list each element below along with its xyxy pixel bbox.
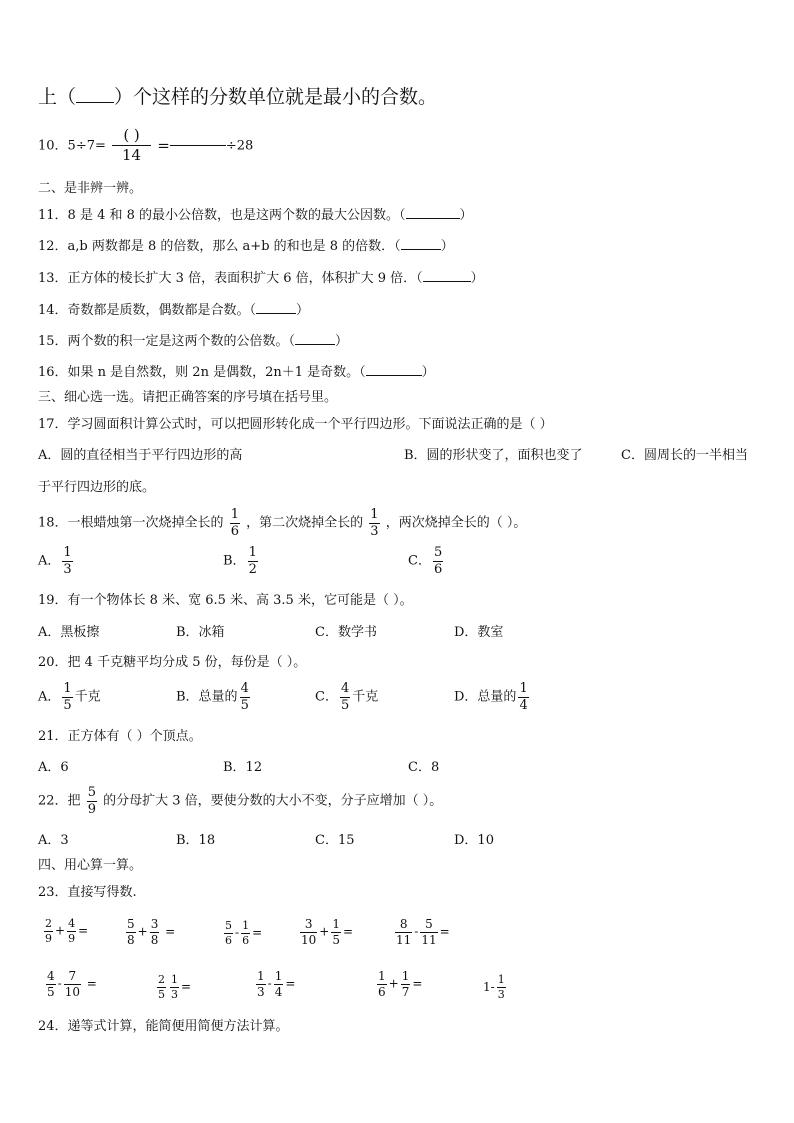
q18-option-a[interactable]: A． $\frac{1}{3}$	[38, 545, 72, 577]
fraction: $\frac{1}{6}$	[230, 507, 239, 539]
fraction: $\frac{5}{8}$	[127, 917, 135, 947]
fraction: $\frac{5}{6}$	[433, 545, 443, 577]
fraction: $\frac{1}{7}$	[401, 969, 410, 999]
fraction: $\frac{4}{5}$	[240, 681, 249, 713]
calc-item[interactable]: $\frac{1}{6}$ + $\frac{1}{7}$ =	[378, 969, 423, 999]
fraction: $\frac{1}{4}$	[519, 681, 528, 713]
q19-option-a[interactable]: A．黑板擦	[38, 625, 100, 640]
calc-item[interactable]: $\frac{5}{8}$ + $\frac{3}{8}$ =	[127, 917, 176, 947]
answer-blank[interactable]	[366, 375, 422, 376]
answer-blank[interactable]	[256, 313, 296, 314]
q21-option-b[interactable]: B．12	[223, 760, 263, 775]
q22-option-a[interactable]: A．3	[38, 833, 69, 848]
fraction: $\frac{4}{5}$	[47, 969, 55, 999]
calc-item[interactable]: $\frac{2}{5}$ $\frac{1}{3}$ =	[158, 973, 192, 1001]
question-12: 12．a,b 两数都是 8 的倍数，那么 a+b 的和也是 8 的倍数．（ ）	[38, 239, 454, 254]
calc-item[interactable]: 1- $\frac{1}{3}$	[483, 973, 505, 1001]
q22-option-c[interactable]: C．15	[315, 833, 355, 848]
q20-option-b[interactable]: B．总量的 $\frac{4}{5}$	[176, 681, 249, 713]
q22-option-d[interactable]: D．10	[454, 833, 494, 848]
q19-option-c[interactable]: C．数学书	[315, 625, 377, 640]
fraction: $\frac{1}{3}$	[370, 507, 379, 539]
q20-option-d[interactable]: D．总量的 $\frac{1}{4}$	[454, 681, 528, 713]
fraction: $\frac{1}{2}$	[248, 545, 257, 577]
answer-blank[interactable]	[406, 218, 460, 219]
fraction-numerator-blank[interactable]: ( )	[123, 126, 140, 144]
q20-option-c[interactable]: C． $\frac{4}{5}$ 千克	[315, 681, 379, 713]
question-19-stem: 19．有一个物体长 8 米、宽 6.5 米、高 3.5 米，它可能是（ ）。	[38, 593, 413, 608]
answer-blank[interactable]	[295, 344, 335, 345]
q17-option-a[interactable]: A．圆的直径相当于平行四边形的高	[38, 448, 243, 463]
fraction: $\frac{1}{5}$	[332, 917, 340, 947]
q21-option-a[interactable]: A．6	[38, 760, 69, 775]
fraction: $\frac{1}{3}$	[63, 545, 72, 577]
calc-item[interactable]: $\frac{1}{3}$ - $\frac{1}{4}$ =	[257, 969, 296, 999]
question-13: 13．正方体的棱长扩大 3 倍，表面积扩大 6 倍，体积扩大 9 倍．（ ）	[38, 271, 484, 286]
fraction: $\frac{3}{8}$	[150, 917, 159, 947]
q19-option-b[interactable]: B．冰箱	[176, 625, 225, 640]
answer-blank[interactable]	[423, 281, 471, 282]
fraction: $\frac{5}{11}$	[421, 917, 437, 947]
answer-blank[interactable]	[170, 145, 226, 146]
q17-option-b[interactable]: B．圆的形状变了，面积也变了	[404, 448, 583, 463]
question-22-stem: 22．把 $\frac{5}{9}$ 的分母扩大 3 倍，要使分数的大小不变，分子应增加（ ）。	[38, 785, 443, 817]
q18-option-b[interactable]: B． $\frac{1}{2}$	[223, 545, 257, 577]
question-16: 16．如果 n 是自然数，则 2n 是偶数，2n＋1 是奇数。（ ）	[38, 365, 435, 380]
calc-item[interactable]: $\frac{5}{6}$ - $\frac{1}{6}$ =	[225, 919, 263, 947]
question-14: 14．奇数都是质数，偶数都是合数。（ ）	[38, 303, 310, 318]
fraction: $\frac{5}{6}$	[225, 919, 232, 947]
fraction: $\frac{1}{3}$	[497, 973, 505, 1001]
q20-option-a[interactable]: A． $\frac{1}{5}$ 千克	[38, 681, 101, 713]
calc-item[interactable]: $\frac{3}{10}$ + $\frac{1}{5}$ =	[301, 917, 354, 947]
question-24-stem: 24．递等式计算，能简便用简便方法计算。	[38, 1019, 289, 1034]
question-15: 15．两个数的积一定是这两个数的公倍数。（ ）	[38, 334, 349, 349]
fraction: $\frac{4}{9}$	[68, 917, 76, 945]
section-3-heading: 三、细心选一选。请把正确答案的序号填在括号里。	[38, 390, 338, 405]
q17-option-c-cont: 于平行四边形的底。	[38, 480, 156, 495]
fraction: $\frac{1}{6}$	[378, 969, 386, 999]
fraction: $\frac{2}{9}$	[45, 917, 52, 945]
intro-line: 上（ ）个这样的分数单位就是最小的合数。	[38, 86, 438, 108]
fraction: $\frac{1}{3}$	[257, 969, 265, 999]
calc-item[interactable]: $\frac{4}{5}$ - $\frac{7}{10}$ =	[47, 969, 97, 999]
fraction: $\frac{1}{6}$	[242, 919, 250, 947]
fraction: $\frac{4}{5}$	[340, 681, 350, 713]
question-11: 11．8 是 4 和 8 的最小公倍数，也是这两个数的最大公因数。（ ）	[38, 208, 473, 223]
question-21-stem: 21．正方体有（ ）个顶点。	[38, 729, 202, 744]
calc-item[interactable]: $\frac{2}{9}$ + $\frac{4}{9}$ =	[45, 917, 89, 945]
fraction: $\frac{1}{3}$	[171, 973, 178, 1001]
answer-blank[interactable]	[76, 102, 114, 103]
calc-item[interactable]: $\frac{8}{11}$ - $\frac{5}{11}$ =	[396, 917, 450, 947]
answer-blank[interactable]	[401, 249, 441, 250]
question-17-stem: 17．学习圆面积计算公式时，可以把圆形转化成一个平行四边形。下面说法正确的是（ ）	[38, 417, 553, 432]
q19-option-d[interactable]: D．教室	[454, 625, 504, 640]
q22-option-b[interactable]: B．18	[176, 833, 216, 848]
section-4-heading: 四、用心算一算。	[38, 858, 143, 873]
fraction: $\frac{1}{4}$	[274, 969, 283, 999]
question-23-stem: 23．直接写得数.	[38, 885, 137, 900]
fraction: $\frac{7}{10}$	[64, 969, 80, 999]
q17-option-c[interactable]: C．圆周长的一半相当	[621, 448, 748, 463]
fraction: $\frac{1}{5}$	[63, 681, 72, 713]
fraction: $\frac{8}{11}$	[396, 917, 412, 947]
question-18-stem: 18．一根蜡烛第一次烧掉全长的 $\frac{1}{6}$ ，第二次烧掉全长的 $\frac{1}{3}$ ，两次烧掉全长的（ ）。	[38, 507, 527, 539]
fraction: $\frac{( )}{14}$	[112, 128, 151, 164]
fraction: $\frac{3}{10}$	[301, 917, 317, 947]
section-2-heading: 二、是非辨一辨。	[38, 181, 143, 196]
question-10: 10．5÷7= $\frac{( )}{14}$ = ÷28	[38, 126, 254, 164]
question-20-stem: 20．把 4 千克糖平均分成 5 份，每份是（ ）。	[38, 655, 307, 670]
q18-option-c[interactable]: C． $\frac{5}{6}$	[408, 545, 443, 577]
q21-option-c[interactable]: C．8	[408, 760, 440, 775]
fraction: $\frac{2}{5}$	[158, 973, 165, 1001]
fraction: $\frac{5}{9}$	[87, 785, 96, 817]
